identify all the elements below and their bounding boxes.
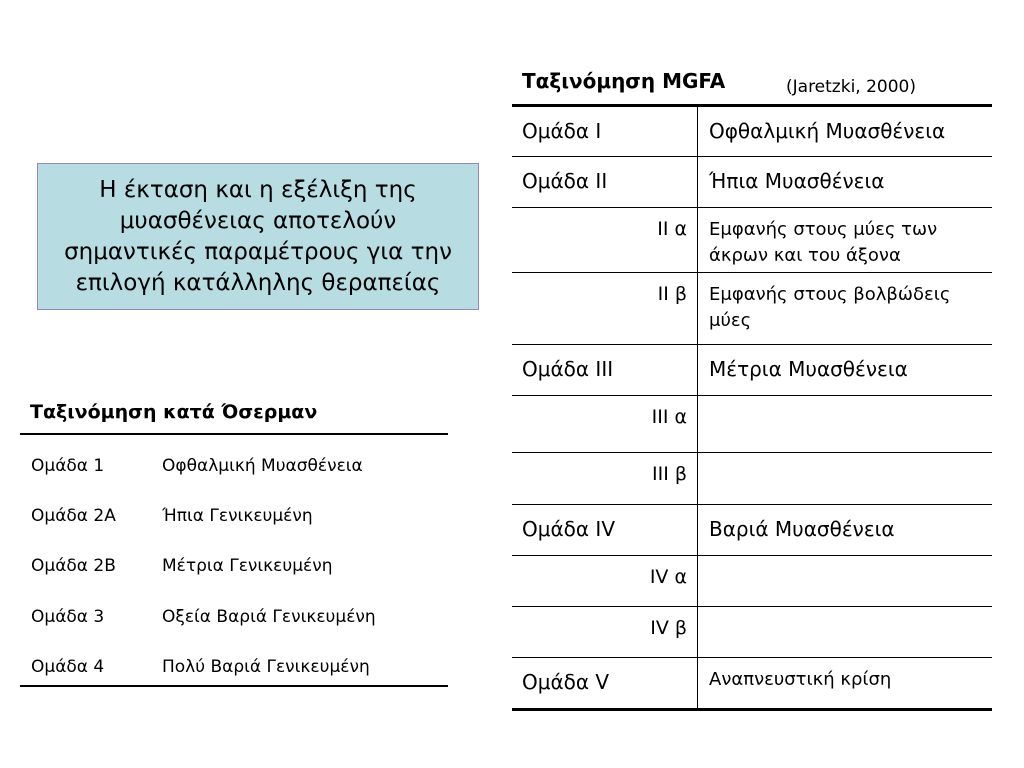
mgfa-label: Ομάδα III [522,357,614,381]
mgfa-row [512,556,992,607]
mgfa-table [512,104,992,711]
mgfa-row [512,396,992,453]
osserman-desc: Πολύ Βαριά Γενικευμένη [162,657,370,677]
mgfa-row [512,453,992,505]
mgfa-label: Ομάδα IV [522,517,616,541]
mgfa-label: III β [652,463,687,485]
mgfa-row [512,157,992,208]
osserman-group: Ομάδα 1 [31,456,105,476]
mgfa-row [512,104,992,157]
mgfa-desc: Οφθαλμική Μυασθένεια [709,119,946,143]
mgfa-desc: Εμφανής στους μύες των άκρων και του άξονα [709,219,938,266]
mgfa-label: II α [657,218,687,240]
mgfa-label-cell [512,107,698,156]
callout-box [37,163,479,310]
mgfa-label: Ομάδα V [522,670,610,694]
mgfa-label-cell [512,658,698,708]
mgfa-row [512,658,992,711]
mgfa-label-cell [512,157,698,207]
mgfa-label: III α [651,406,687,428]
mgfa-label-cell [512,208,698,272]
mgfa-label: Ομάδα I [522,119,602,143]
osserman-title: Ταξινόμηση κατά Όσερμαν [30,401,318,423]
mgfa-row [512,208,992,273]
osserman-desc: Μέτρια Γενικευμένη [162,556,333,576]
mgfa-row [512,273,992,345]
mgfa-desc: Μέτρια Μυασθένεια [709,357,908,381]
osserman-top-rule [20,433,448,435]
mgfa-label-cell [512,396,698,452]
mgfa-desc: Αναπνευστική κρίση [709,669,892,690]
osserman-row [31,657,370,677]
mgfa-label: IV α [649,566,687,588]
osserman-row [31,506,313,526]
mgfa-label: II β [657,283,687,305]
osserman-group: Ομάδα 4 [31,657,105,677]
mgfa-label-cell [512,345,698,395]
osserman-desc: Οφθαλμική Μυασθένεια [162,456,363,476]
mgfa-citation: (Jaretzki, 2000) [786,77,916,97]
mgfa-row [512,345,992,396]
mgfa-desc: Βαριά Μυασθένεια [709,517,895,541]
osserman-desc: Οξεία Βαριά Γενικευμένη [162,607,376,627]
osserman-row [31,607,376,627]
mgfa-desc: Ήπια Μυασθένεια [709,169,885,193]
mgfa-label-cell [512,453,698,504]
mgfa-label-cell [512,607,698,657]
osserman-group: Ομάδα 2Α [31,506,116,526]
mgfa-label: IV β [650,617,687,639]
osserman-row [31,556,332,576]
callout-text: Η έκταση και η εξέλιξη της μυασθένειας αποτελούν σημαντικές παραμέτρους για την επιλογή κατάλληλης θεραπείας [64,176,452,296]
mgfa-label-cell [512,505,698,555]
osserman-group: Ομάδα 2Β [31,556,116,576]
osserman-row [31,456,363,476]
mgfa-row [512,607,992,658]
mgfa-title: Ταξινόμηση MGFA [522,69,726,93]
mgfa-label-cell [512,273,698,344]
osserman-bottom-rule [20,685,448,687]
osserman-desc: Ήπια Γενικευμένη [162,506,313,526]
mgfa-label: Ομάδα II [522,169,608,193]
osserman-group: Ομάδα 3 [31,607,105,627]
mgfa-desc: Εμφανής στους βολβώδεις μύες [709,284,951,331]
mgfa-label-cell [512,556,698,606]
mgfa-row [512,505,992,556]
